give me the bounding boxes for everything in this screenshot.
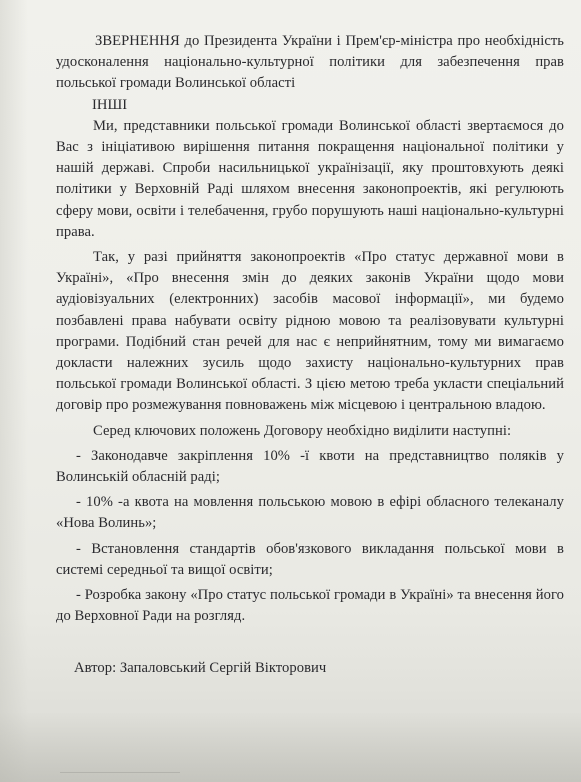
- paragraph-1: Ми, представники польської громади Волинської області звертаємося до Вас з ініціативою вирішення питання покращення національної політики у нашій державі. Спроби насильницької українізації, яку проштовхують деякі політики у Верховній Раді шляхом внесення законопроектів, які регулюють сферу мови, освіти і телебачення, грубо порушують наші національно-культурні права.: [56, 117, 564, 240]
- page-shadow-left: [0, 0, 28, 782]
- list-item-4: - Розробка закону «Про статус польської громади в Україні» та внесення його до Верховної Ради на розгляд.: [56, 587, 564, 625]
- document-title: ЗВЕРНЕННЯ до Президента України і Прем'єр-міністра про необхідність удосконалення національно-культурної політики для забезпечення прав польської громади Волинської області: [56, 33, 564, 92]
- list-item-2: - 10% -а квота на мовлення польською мовою в ефірі обласного телеканалу «Нова Волинь»;: [56, 494, 564, 532]
- paragraph-2: Так, у разі прийняття законопроектів «Про статус державної мови в Україні», «Про внесення змін до деяких законів України щодо мови аудіовізуальних (електронних) засобів масової інформації», ми будемо позбавлені права набувати освіту рідною мовою та реалізовувати культурні програми. Подібний стан речей для нас є неприйнятним, тому ми вимагаємо докласти належних зусиль щодо захисту національно-культурних прав польської громади Волинської області. З цією метою треба укласти спеціальний договір про розмежування повноважень між місцевою і центральною владою.: [56, 249, 564, 414]
- list-item-3: - Встановлення стандартів обов'язкового викладання польської мови в системі середньої та вищої освіти;: [56, 540, 564, 578]
- document-body: [56, 31, 564, 680]
- section-label: ІНШІ: [92, 96, 128, 113]
- list-item-1: - Законодавче закріплення 10% -ї квоти на представництво поляків у Волинській обласній раді;: [56, 447, 564, 486]
- paragraph-3: Серед ключових положень Договору необхідно виділити наступні:: [93, 422, 512, 439]
- document-author: Автор: Запаловський Сергій Вікторович: [74, 660, 327, 677]
- pen-stroke: [60, 772, 180, 773]
